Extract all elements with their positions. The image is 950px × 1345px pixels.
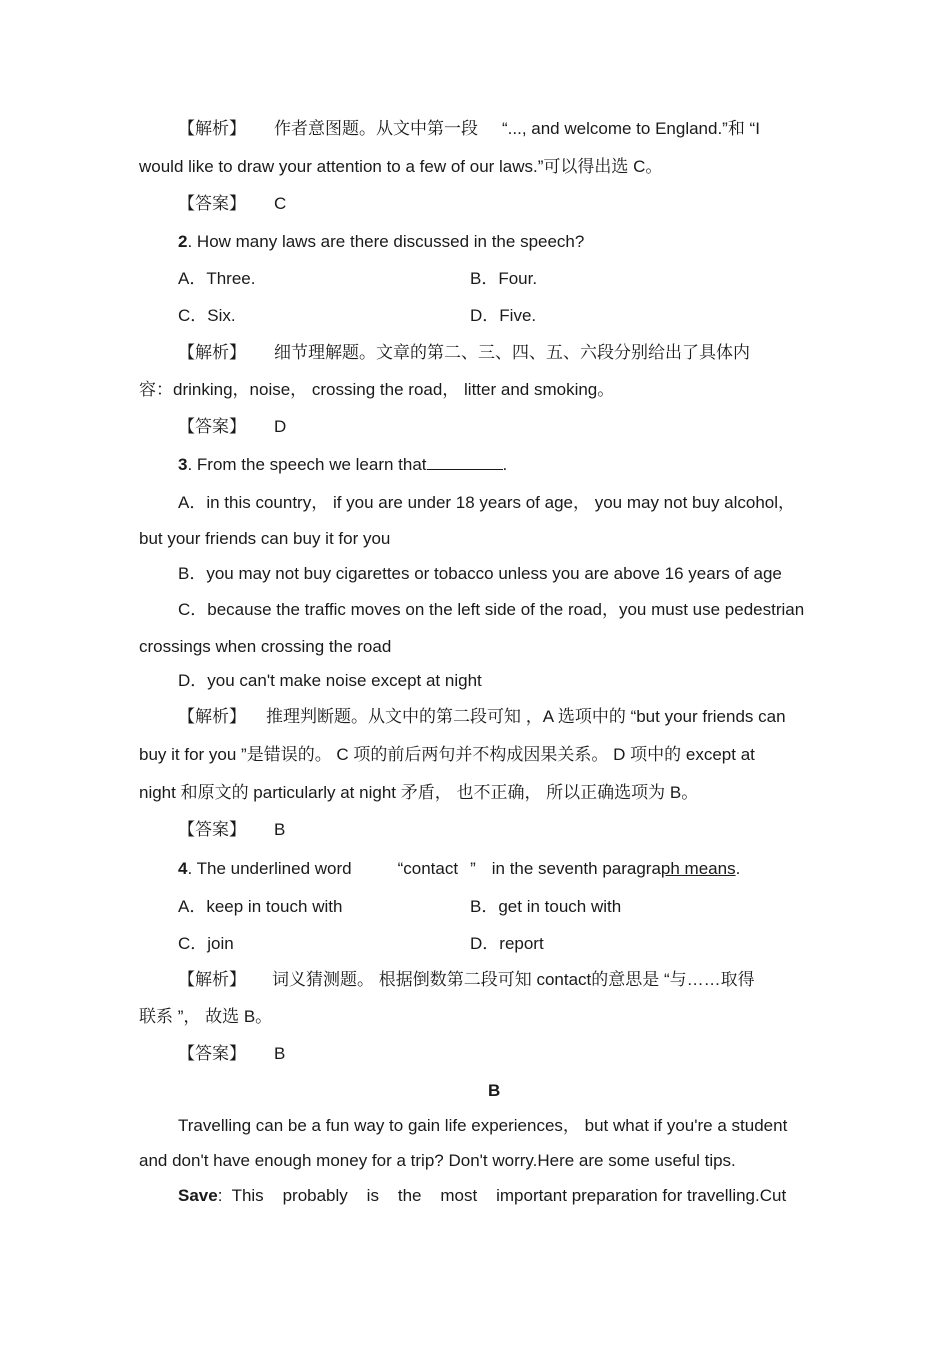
q2-stem (178, 231, 584, 253)
q3-option-d: D．you can't make noise except at night (178, 671, 482, 690)
question-number: 3 (178, 455, 188, 474)
answer-value: B (274, 820, 286, 839)
analysis-text: 推理判断题。从文中的第二段可知 ，A 选项中的 “but your friends can (266, 707, 786, 726)
answer-blank (427, 454, 503, 470)
analysis-text-quote: “..., and welcome to England.”和 “I (502, 119, 760, 138)
q2-option-d: D．Five. (470, 306, 537, 325)
q3-analysis-line3: night 和原文的 particularly at night 矛盾， 也不正确， 所以正确选项为 B。 (139, 783, 699, 802)
analysis-text: 细节理解题。文章的第二、三、四、五、六段分别给出了具体内 (274, 343, 750, 362)
q4-option-d: D．report (470, 934, 544, 953)
q4-option-c: C．join (178, 934, 234, 953)
q4-answer (178, 1043, 285, 1065)
q3-analysis-line1 (178, 706, 786, 728)
analysis-text: 词义猜测题。 根据倒数第二段可知 contact的意思是 “与……取得 (272, 970, 755, 989)
q3-stem (178, 454, 507, 476)
question-text-cont: in the seventh paragra (491, 859, 661, 878)
question-number: 4 (178, 859, 188, 878)
q2-option-b: B．Four. (470, 269, 538, 288)
q3-analysis-line2: buy it for you ”是错误的。 C 项的前后两句并不构成因果关系。 D 项中的 except at (139, 745, 755, 764)
q1-analysis-line1 (178, 118, 760, 140)
q2-option-c: C．Six. (178, 306, 236, 325)
answer-value: B (274, 1044, 286, 1063)
analysis-tag: 【解析】 (178, 970, 246, 989)
question-end: . (735, 859, 741, 878)
question-text: . The underlined word (187, 859, 352, 878)
q4-option-a: A．keep in touch with (178, 897, 343, 916)
q3-option-c-line2: crossings when crossing the road (139, 637, 392, 656)
analysis-text: 作者意图题。从文中第一段 (274, 119, 478, 138)
q1-answer (178, 193, 286, 215)
q4-analysis-line2: 联系 ”， 故选 B。 (139, 1007, 273, 1026)
question-text: . How many laws are there discussed in the speech? (187, 232, 585, 251)
passage-line: and don't have enough money for a trip? Don't worry.Here are some useful tips. (139, 1151, 736, 1170)
q2-analysis-line1 (178, 342, 750, 364)
q2-answer (178, 416, 286, 438)
answer-tag: 【答案】 (178, 1044, 246, 1063)
q3-option-a-line2: but your friends can buy it for you (139, 529, 391, 548)
analysis-tag: 【解析】 (178, 343, 246, 362)
q3-option-c-line1: C．because the traffic moves on the left side of the road，you must use pedestrian (178, 600, 805, 619)
answer-value: C (274, 194, 287, 213)
q1-analysis-line2: would like to draw your attention to a few of our laws.”可以得出选 C。 (139, 157, 663, 176)
section-heading: B (488, 1081, 501, 1100)
tip-text: : This probably is the most important preparation for travelling.Cut (217, 1186, 787, 1205)
answer-tag: 【答案】 (178, 820, 246, 839)
q4-stem (178, 858, 740, 880)
question-text: . From the speech we learn that (187, 455, 427, 474)
answer-tag: 【答案】 (178, 417, 246, 436)
q3-option-a-line1: A．in this country， if you are under 18 years of age， you may not buy alcohol， (178, 493, 796, 512)
passage-line: Travelling can be a fun way to gain life experiences， but what if you're a student (178, 1116, 788, 1135)
answer-tag: 【答案】 (178, 194, 246, 213)
q3-option-b: B．you may not buy cigarettes or tobacco unless you are above 16 years of age (178, 564, 782, 583)
q4-analysis-line1 (178, 969, 755, 991)
q2-option-a: A．Three. (178, 269, 256, 288)
q3-answer (178, 819, 285, 841)
answer-blank: ph means (660, 859, 736, 878)
passage-line (178, 1185, 786, 1207)
question-end: . (502, 455, 508, 474)
tip-heading: Save (178, 1186, 218, 1205)
q4-option-b: B．get in touch with (470, 897, 622, 916)
question-number: 2 (178, 232, 188, 251)
quoted-word: “contact (397, 859, 459, 878)
analysis-tag: 【解析】 (178, 707, 246, 726)
analysis-tag: 【解析】 (178, 119, 246, 138)
answer-value: D (274, 417, 287, 436)
q2-analysis-line2: 容：drinking，noise， crossing the road， litter and smoking。 (139, 380, 615, 399)
close-quote: ” (470, 859, 476, 878)
